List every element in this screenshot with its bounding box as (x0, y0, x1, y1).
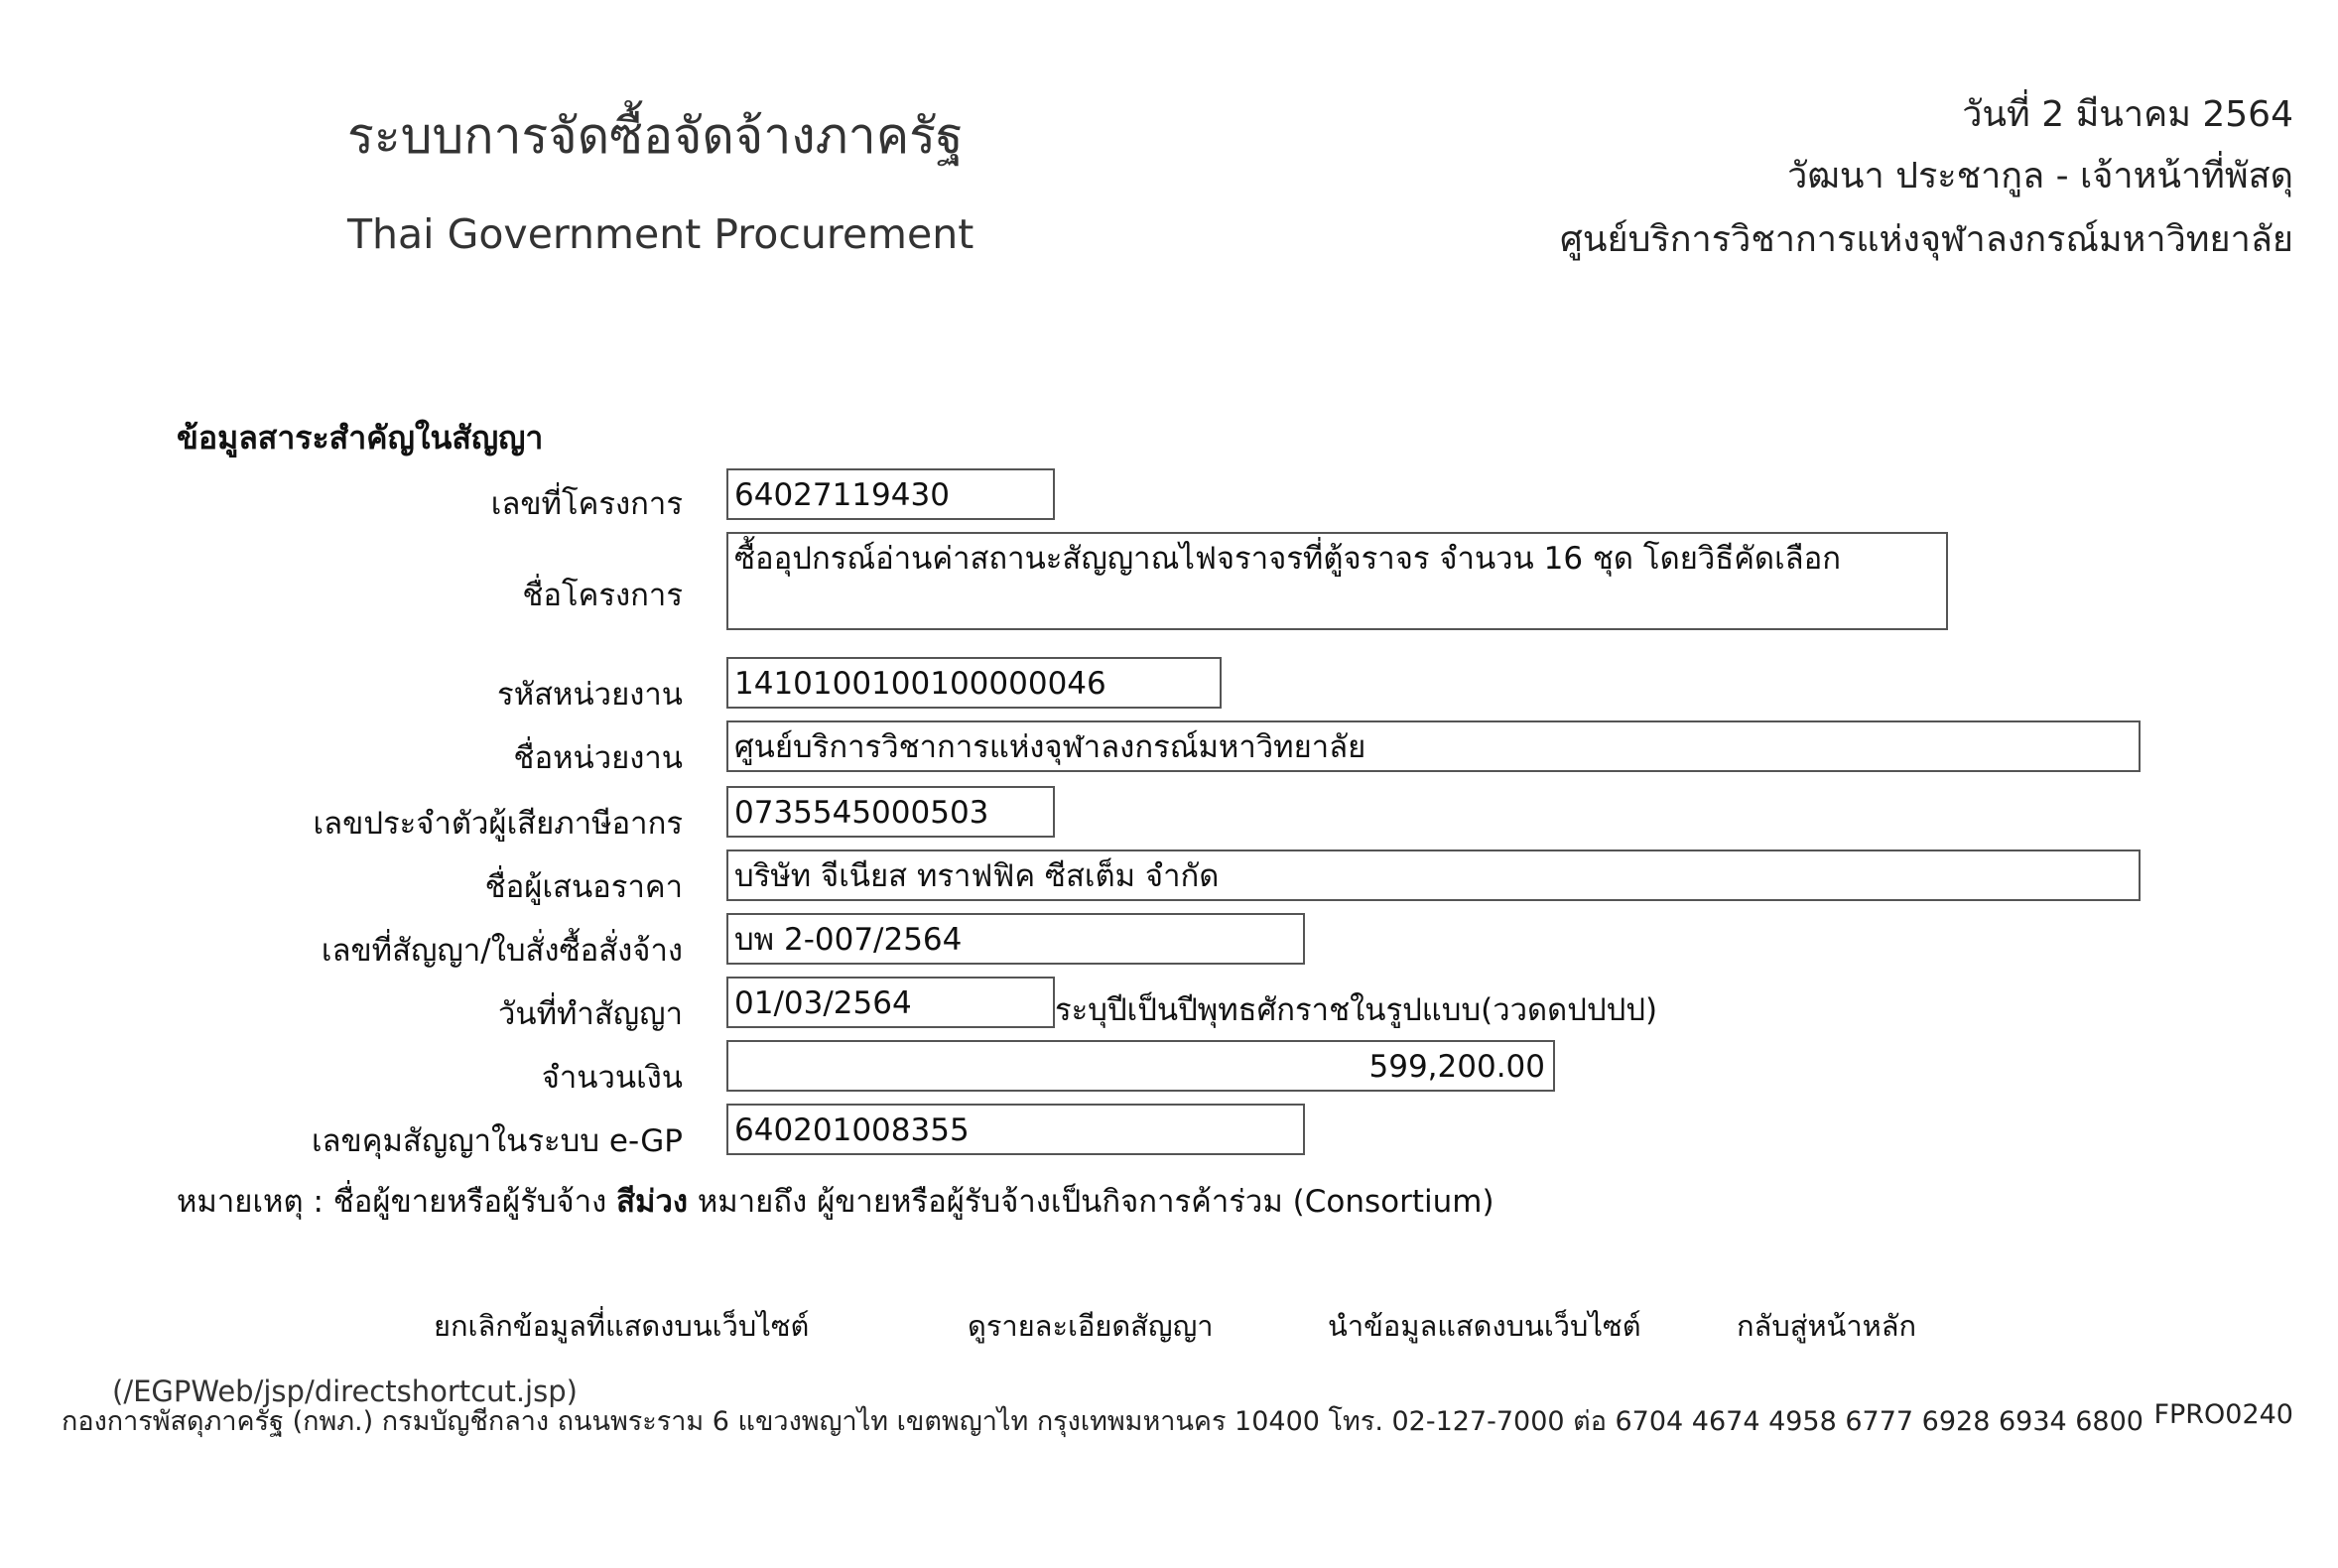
project-no-field[interactable]: 64027119430 (726, 468, 1055, 520)
amount-label: จำนวนเงิน (541, 1060, 683, 1096)
bidder-name-field[interactable]: บริษัท จีเนียส ทราฟฟิค ซีสเต็ม จำกัด (726, 849, 2141, 901)
note-prefix: หมายเหตุ : ชื่อผู้ขายหรือผู้รับจ้าง (177, 1184, 617, 1220)
project-name-label: ชื่อโครงการ (522, 578, 683, 613)
project-name-field[interactable]: ซื้ออุปกรณ์อ่านค่าสถานะสัญญาณไฟจราจรที่ตู้จราจร จำนวน 16 ชุด โดยวิธีคัดเลือก (726, 532, 1948, 630)
contract-no-label: เลขที่สัญญา/ใบสั่งซื้อสั่งจ้าง (321, 933, 683, 969)
system-title-english: Thai Government Procurement (347, 210, 974, 258)
agency-name-label: ชื่อหน่วยงาน (513, 740, 683, 776)
page-url: (/EGPWeb/jsp/directshortcut.jsp) (112, 1374, 578, 1408)
tax-id-field[interactable]: 0735545000503 (726, 786, 1055, 838)
agency-code-label: รหัสหน่วยงาน (497, 677, 683, 713)
note-suffix: หมายถึง ผู้ขายหรือผู้รับจ้างเป็นกิจการค้าร่วม (Consortium) (688, 1184, 1494, 1220)
cancel-website-data-link[interactable]: ยกเลิกข้อมูลที่แสดงบนเว็บไซต์ (434, 1309, 810, 1343)
section-title: ข้อมูลสาระสำคัญในสัญญา (177, 419, 544, 457)
footer-contact-info: กองการพัสดุภาครัฐ (กพภ.) กรมบัญชีกลาง ถนนพระราม 6 แขวงพญาไท เขตพญาไท กรุงเทพมหานคร 10400 โทร. 02-127-7000 ต่อ 6704 4674 4958 6777 6928 6934 6800 (62, 1406, 2143, 1437)
current-date: วันที่ 2 มีนาคม 2564 (1962, 94, 2293, 135)
view-contract-details-link[interactable]: ดูรายละเอียดสัญญา (968, 1309, 1214, 1343)
consortium-note (177, 1176, 1494, 1226)
agency-name-field[interactable]: ศูนย์บริการวิชาการแห่งจุฬาลงกรณ์มหาวิทยาลัย (726, 720, 2141, 772)
system-title-thai: ระบบการจัดซื้อจัดจ้างภาครัฐ (347, 107, 964, 165)
current-user: วัฒนา ประชากูล - เจ้าหน้าที่พัสดุ (1787, 156, 2293, 196)
page-code: FPRO0240 (2153, 1399, 2293, 1430)
project-no-label: เลขที่โครงการ (490, 486, 683, 522)
agency-code-field[interactable]: 1410100100100000046 (726, 657, 1222, 709)
contract-no-field[interactable]: บพ 2-007/2564 (726, 913, 1305, 965)
amount-field[interactable]: 599,200.00 (726, 1040, 1555, 1092)
bidder-name-label: ชื่อผู้เสนอราคา (484, 869, 683, 905)
tax-id-label: เลขประจำตัวผู้เสียภาษีอากร (313, 806, 683, 842)
contract-date-label: วันที่ทำสัญญา (497, 996, 683, 1032)
current-organization: ศูนย์บริการวิชาการแห่งจุฬาลงกรณ์มหาวิทยาลัย (1560, 219, 2293, 260)
back-to-home-link[interactable]: กลับสู่หน้าหลัก (1737, 1309, 1917, 1343)
egp-no-field[interactable]: 640201008355 (726, 1104, 1305, 1155)
publish-website-data-link[interactable]: นำข้อมูลแสดงบนเว็บไซต์ (1328, 1309, 1641, 1343)
note-highlight: สีม่วง (616, 1184, 689, 1220)
contract-date-hint: ระบุปีเป็นปีพุทธศักราชในรูปแบบ(ววดดปปปป) (1055, 992, 1658, 1028)
contract-date-field[interactable]: 01/03/2564 (726, 977, 1055, 1028)
egp-no-label: เลขคุมสัญญาในระบบ e-GP (311, 1123, 683, 1159)
